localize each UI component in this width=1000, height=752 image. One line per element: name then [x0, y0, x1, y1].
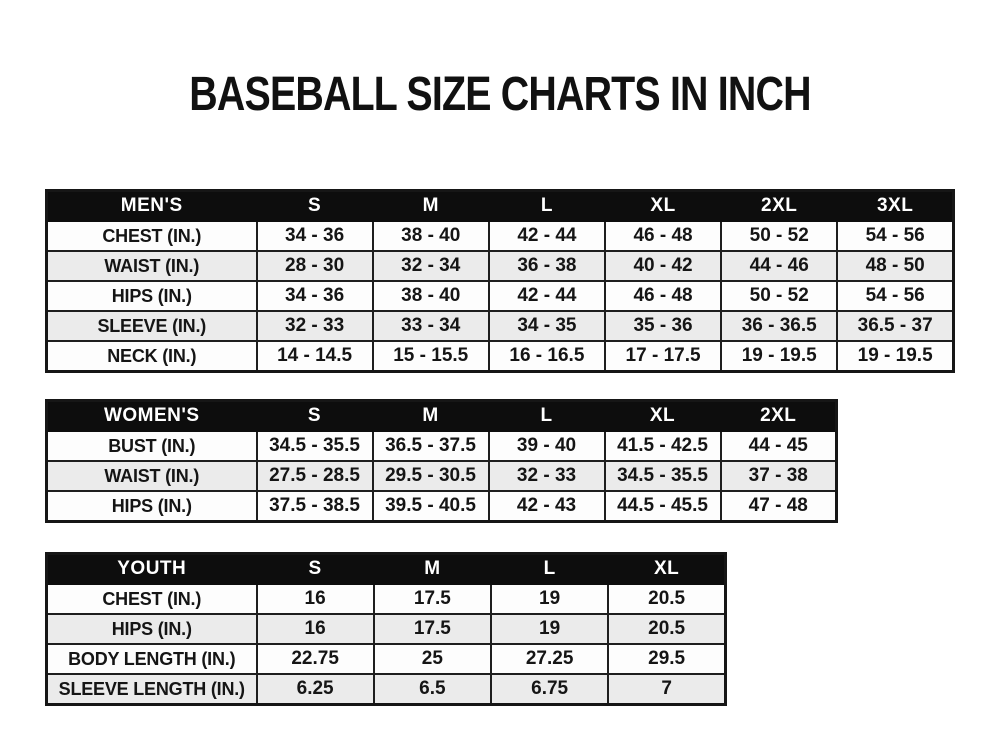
- value-cell: 17 - 17.5: [605, 341, 721, 372]
- value-cell: 28 - 30: [257, 251, 373, 281]
- value-cell: 19 - 19.5: [837, 341, 953, 372]
- size-column-header-xl: XL: [605, 191, 721, 222]
- value-cell: 20.5: [608, 584, 725, 614]
- table-row: [47, 584, 726, 614]
- header-row: [47, 554, 726, 585]
- value-cell: 19: [491, 584, 608, 614]
- size-column-header-s: S: [257, 401, 373, 432]
- measurement-label-cell: WAIST (IN.): [47, 461, 257, 491]
- size-column-header-l: L: [489, 191, 605, 222]
- value-cell: 38 - 40: [373, 221, 489, 251]
- value-cell: 54 - 56: [837, 221, 953, 251]
- value-cell: 14 - 14.5: [257, 341, 373, 372]
- size-column-header-l: L: [489, 401, 605, 432]
- header-row: [47, 191, 954, 222]
- value-cell: 29.5: [608, 644, 725, 674]
- table-row: [47, 311, 954, 341]
- value-cell: 39 - 40: [489, 431, 605, 461]
- value-cell: 6.75: [491, 674, 608, 705]
- mens-group-header: MEN'S: [47, 191, 257, 222]
- value-cell: 44 - 46: [721, 251, 837, 281]
- value-cell: 17.5: [374, 614, 491, 644]
- size-column-header-3xl: 3XL: [837, 191, 953, 222]
- table-row: [47, 491, 837, 522]
- value-cell: 16 - 16.5: [489, 341, 605, 372]
- womens-size-table: [45, 399, 838, 523]
- value-cell: 46 - 48: [605, 221, 721, 251]
- size-column-header-2xl: 2XL: [721, 191, 837, 222]
- value-cell: 33 - 34: [373, 311, 489, 341]
- table-row: [47, 674, 726, 705]
- value-cell: 44 - 45: [721, 431, 837, 461]
- value-cell: 27.5 - 28.5: [257, 461, 373, 491]
- value-cell: 50 - 52: [721, 281, 837, 311]
- size-column-header-xl: XL: [608, 554, 725, 585]
- header-row: [47, 401, 837, 432]
- value-cell: 48 - 50: [837, 251, 953, 281]
- value-cell: 19 - 19.5: [721, 341, 837, 372]
- table-row: [47, 281, 954, 311]
- page-title: BASEBALL SIZE CHARTS IN INCH: [189, 68, 811, 121]
- table-row: [47, 461, 837, 491]
- value-cell: 35 - 36: [605, 311, 721, 341]
- mens-size-table: [45, 189, 955, 373]
- size-column-header-l: L: [491, 554, 608, 585]
- value-cell: 54 - 56: [837, 281, 953, 311]
- value-cell: 20.5: [608, 614, 725, 644]
- value-cell: 42 - 44: [489, 281, 605, 311]
- value-cell: 15 - 15.5: [373, 341, 489, 372]
- value-cell: 37 - 38: [721, 461, 837, 491]
- value-cell: 27.25: [491, 644, 608, 674]
- measurement-label-cell: SLEEVE LENGTH (IN.): [47, 674, 257, 705]
- value-cell: 16: [257, 614, 374, 644]
- table-row: [47, 644, 726, 674]
- table-row: [47, 221, 954, 251]
- value-cell: 36.5 - 37: [837, 311, 953, 341]
- measurement-label-cell: CHEST (IN.): [47, 221, 257, 251]
- table-row: [47, 431, 837, 461]
- value-cell: 39.5 - 40.5: [373, 491, 489, 522]
- womens-table: [45, 399, 838, 523]
- value-cell: 29.5 - 30.5: [373, 461, 489, 491]
- value-cell: 32 - 33: [489, 461, 605, 491]
- value-cell: 16: [257, 584, 374, 614]
- womens-group-header: WOMEN'S: [47, 401, 257, 432]
- value-cell: 6.5: [374, 674, 491, 705]
- table-row: [47, 251, 954, 281]
- measurement-label-cell: HIPS (IN.): [47, 614, 257, 644]
- value-cell: 42 - 44: [489, 221, 605, 251]
- youth-size-table: [45, 552, 727, 706]
- value-cell: 6.25: [257, 674, 374, 705]
- value-cell: 47 - 48: [721, 491, 837, 522]
- measurement-label-cell: SLEEVE (IN.): [47, 311, 257, 341]
- measurement-label-cell: HIPS (IN.): [47, 281, 257, 311]
- value-cell: 34.5 - 35.5: [605, 461, 721, 491]
- value-cell: 34 - 36: [257, 221, 373, 251]
- measurement-label-cell: BUST (IN.): [47, 431, 257, 461]
- measurement-label-cell: HIPS (IN.): [47, 491, 257, 522]
- value-cell: 44.5 - 45.5: [605, 491, 721, 522]
- table-row: [47, 614, 726, 644]
- value-cell: 36 - 38: [489, 251, 605, 281]
- size-column-header-s: S: [257, 191, 373, 222]
- measurement-label-cell: CHEST (IN.): [47, 584, 257, 614]
- value-cell: 40 - 42: [605, 251, 721, 281]
- measurement-label-cell: WAIST (IN.): [47, 251, 257, 281]
- value-cell: 37.5 - 38.5: [257, 491, 373, 522]
- value-cell: 32 - 33: [257, 311, 373, 341]
- youth-table: [45, 552, 727, 706]
- size-column-header-xl: XL: [605, 401, 721, 432]
- measurement-label-cell: NECK (IN.): [47, 341, 257, 372]
- size-column-header-s: S: [257, 554, 374, 585]
- size-column-header-m: M: [374, 554, 491, 585]
- value-cell: 41.5 - 42.5: [605, 431, 721, 461]
- value-cell: 32 - 34: [373, 251, 489, 281]
- mens-table: [45, 189, 955, 373]
- value-cell: 36.5 - 37.5: [373, 431, 489, 461]
- value-cell: 25: [374, 644, 491, 674]
- value-cell: 50 - 52: [721, 221, 837, 251]
- value-cell: 36 - 36.5: [721, 311, 837, 341]
- value-cell: 17.5: [374, 584, 491, 614]
- value-cell: 34.5 - 35.5: [257, 431, 373, 461]
- value-cell: 46 - 48: [605, 281, 721, 311]
- value-cell: 7: [608, 674, 725, 705]
- value-cell: 38 - 40: [373, 281, 489, 311]
- size-column-header-m: M: [373, 191, 489, 222]
- table-row: [47, 341, 954, 372]
- value-cell: 22.75: [257, 644, 374, 674]
- size-column-header-2xl: 2XL: [721, 401, 837, 432]
- value-cell: 34 - 35: [489, 311, 605, 341]
- youth-group-header: YOUTH: [47, 554, 257, 585]
- value-cell: 42 - 43: [489, 491, 605, 522]
- size-column-header-m: M: [373, 401, 489, 432]
- value-cell: 34 - 36: [257, 281, 373, 311]
- measurement-label-cell: BODY LENGTH (IN.): [47, 644, 257, 674]
- value-cell: 19: [491, 614, 608, 644]
